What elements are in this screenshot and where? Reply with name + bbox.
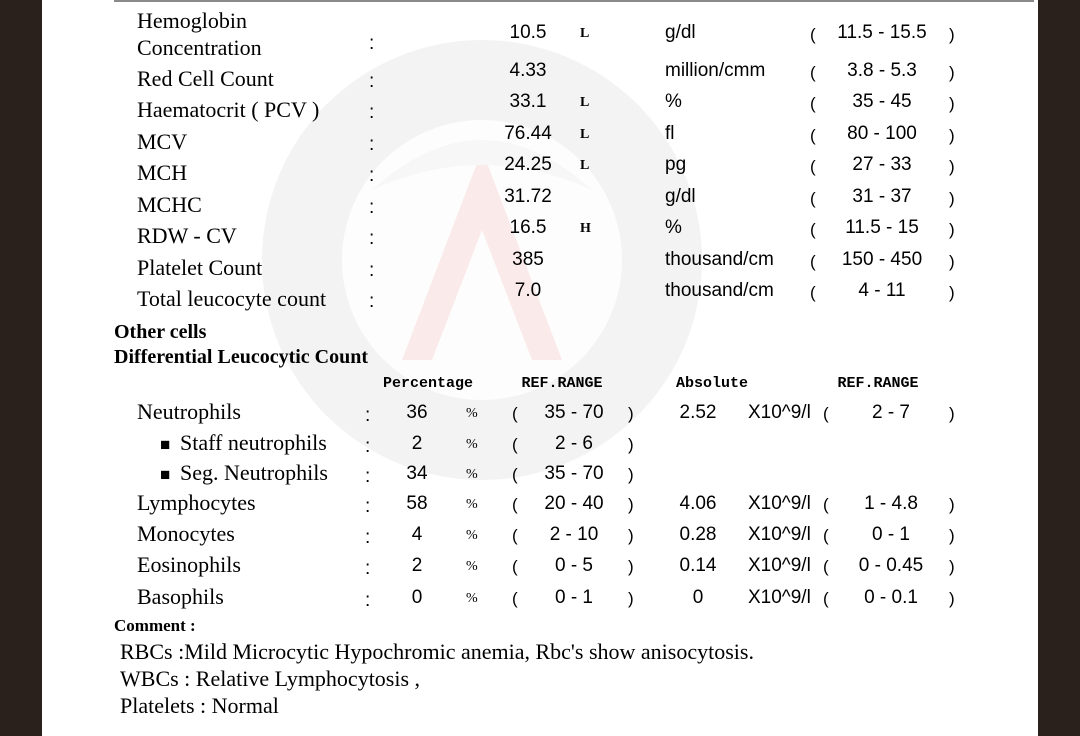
colon-separator: : [365, 405, 371, 426]
abnormal-flag: L [580, 26, 590, 41]
range-open-paren: ( [810, 126, 816, 145]
range-open-paren: ( [512, 589, 518, 608]
colon-separator: : [365, 527, 371, 548]
colon-separator: : [365, 466, 371, 487]
abs-close-paren: ) [949, 557, 955, 576]
colon-separator: : [369, 260, 375, 281]
absolute-value: 0.14 [679, 555, 717, 576]
reference-range: 31 - 37 [852, 186, 912, 207]
abs-close-paren: ) [949, 495, 955, 514]
range-open-paren: ( [512, 404, 518, 423]
test-unit: pg [665, 154, 687, 175]
range-close-paren: ) [949, 157, 955, 176]
range-open-paren: ( [512, 557, 518, 576]
absolute-range: 0 - 0.45 [858, 555, 924, 576]
percent-sign: % [466, 467, 478, 482]
colon-separator: : [369, 291, 375, 312]
lab-logo-watermark [252, 30, 712, 490]
absolute-range: 0 - 1 [871, 524, 911, 545]
cell-name: Lymphocytes [137, 490, 256, 515]
test-unit: g/dl [665, 186, 696, 207]
test-value: 385 [512, 249, 544, 270]
percent-sign: % [466, 528, 478, 543]
colon-separator: : [369, 165, 375, 186]
colon-separator: : [365, 496, 371, 517]
range-close-paren: ) [628, 526, 634, 545]
test-unit: fl [665, 123, 675, 144]
percent-sign: % [466, 559, 478, 574]
cell-name: Neutrophils [137, 399, 241, 424]
absolute-range: 1 - 4.8 [864, 493, 918, 514]
cell-name: Seg. Neutrophils [180, 460, 328, 485]
percentage-range: 2 - 6 [554, 433, 594, 454]
abnormal-flag: H [580, 221, 591, 236]
range-open-paren: ( [512, 435, 518, 454]
test-name: MCV [137, 129, 188, 154]
comment-line-rbc: RBCs :Mild Microcytic Hypochromic anemia, Rbc's show anisocytosis. [120, 639, 754, 664]
abs-open-paren: ( [823, 526, 829, 545]
cell-name: Eosinophils [137, 552, 241, 577]
range-open-paren: ( [810, 189, 816, 208]
test-value: 7.0 [514, 280, 542, 301]
comment-line-platelets: Platelets : Normal [120, 693, 279, 718]
test-value: 4.33 [509, 60, 547, 81]
range-close-paren: ) [949, 283, 955, 302]
absolute-unit: X10^9/l [748, 493, 811, 514]
colon-separator: : [365, 590, 371, 611]
top-divider [114, 0, 1034, 2]
ref-range-header: REF.RANGE [521, 375, 603, 392]
percent-sign: % [466, 406, 478, 421]
test-value: 16.5 [509, 217, 547, 238]
range-close-paren: ) [949, 25, 955, 44]
viewer-frame-right [1038, 0, 1080, 736]
viewer-frame-left [0, 0, 42, 736]
cell-name: Monocytes [137, 521, 235, 546]
range-open-paren: ( [810, 63, 816, 82]
bullet-icon: ■ [160, 435, 171, 454]
percentage-value: 2 [411, 555, 423, 576]
abs-open-paren: ( [823, 589, 829, 608]
test-unit: thousand/cm [665, 249, 774, 270]
colon-separator: : [369, 134, 375, 155]
percentage-range: 2 - 10 [549, 524, 599, 545]
percent-sign: % [466, 591, 478, 606]
range-close-paren: ) [949, 126, 955, 145]
range-open-paren: ( [512, 465, 518, 484]
other-cells-heading: Other cells [114, 321, 207, 343]
absolute-value: 0 [692, 587, 704, 608]
reference-range: 4 - 11 [858, 280, 906, 301]
reference-range: 35 - 45 [852, 91, 912, 112]
test-unit: thousand/cm [665, 280, 774, 301]
range-open-paren: ( [810, 157, 816, 176]
colon-separator: : [369, 33, 375, 54]
absolute-range: 2 - 7 [871, 402, 911, 423]
test-name: Total leucocyte count [137, 286, 327, 311]
reference-range: 27 - 33 [852, 154, 912, 175]
reference-range: 80 - 100 [847, 123, 917, 144]
test-value: 33.1 [509, 91, 547, 112]
absolute-unit: X10^9/l [748, 402, 811, 423]
range-close-paren: ) [628, 495, 634, 514]
absolute-unit: X10^9/l [748, 555, 811, 576]
differential-heading: Differential Leucocytic Count [114, 346, 369, 368]
colon-separator: : [369, 228, 375, 249]
range-close-paren: ) [949, 220, 955, 239]
percentage-range: 0 - 1 [554, 587, 594, 608]
range-close-paren: ) [949, 252, 955, 271]
test-name: Red Cell Count [137, 66, 274, 91]
range-open-paren: ( [512, 495, 518, 514]
test-unit: % [665, 217, 682, 238]
bullet-icon: ■ [160, 465, 171, 484]
absolute-unit: X10^9/l [748, 524, 811, 545]
abs-open-paren: ( [823, 404, 829, 423]
abnormal-flag: L [580, 158, 590, 173]
comment-label: Comment : [114, 616, 196, 635]
abs-open-paren: ( [823, 495, 829, 514]
test-name-line1: Hemoglobin [137, 8, 247, 33]
range-close-paren: ) [628, 465, 634, 484]
absolute-value: 4.06 [679, 493, 717, 514]
colon-separator: : [369, 197, 375, 218]
cell-name: Staff neutrophils [180, 430, 327, 455]
absolute-header: Absolute [675, 375, 749, 392]
range-close-paren: ) [628, 435, 634, 454]
percentage-range: 35 - 70 [544, 463, 604, 484]
percent-sign: % [466, 437, 478, 452]
abs-close-paren: ) [949, 526, 955, 545]
range-close-paren: ) [628, 557, 634, 576]
abnormal-flag: L [580, 127, 590, 142]
reference-range: 3.8 - 5.3 [847, 60, 917, 81]
reference-range: 11.5 - 15 [845, 217, 919, 238]
abs-close-paren: ) [949, 404, 955, 423]
test-name: Platelet Count [137, 255, 263, 280]
range-close-paren: ) [949, 63, 955, 82]
range-open-paren: ( [810, 220, 816, 239]
colon-separator: : [369, 102, 375, 123]
colon-separator: : [365, 436, 371, 457]
percentage-value: 4 [411, 524, 423, 545]
test-value: 31.72 [504, 186, 552, 207]
absolute-unit: X10^9/l [748, 587, 811, 608]
percentage-value: 58 [406, 493, 428, 514]
test-name: MCH [137, 160, 188, 185]
range-close-paren: ) [628, 589, 634, 608]
absolute-value: 2.52 [679, 402, 717, 423]
test-name: MCHC [137, 192, 202, 217]
absolute-range: 0 - 0.1 [864, 587, 918, 608]
range-open-paren: ( [512, 526, 518, 545]
range-close-paren: ) [628, 404, 634, 423]
range-open-paren: ( [810, 25, 816, 44]
report-page [42, 0, 1038, 736]
range-open-paren: ( [810, 94, 816, 113]
reference-range: 11.5 - 15.5 [837, 22, 927, 43]
test-name-line2: Concentration [137, 35, 262, 60]
colon-separator: : [369, 71, 375, 92]
abs-open-paren: ( [823, 557, 829, 576]
abs-close-paren: ) [949, 589, 955, 608]
colon-separator: : [365, 558, 371, 579]
test-name: Haematocrit ( PCV ) [137, 97, 320, 122]
percent-sign: % [466, 497, 478, 512]
percentage-range: 0 - 5 [554, 555, 594, 576]
test-unit: million/cmm [665, 60, 766, 81]
percentage-value: 34 [406, 463, 428, 484]
test-name: RDW - CV [137, 223, 237, 248]
percentage-range: 20 - 40 [544, 493, 604, 514]
reference-range: 150 - 450 [841, 249, 923, 270]
percentage-value: 2 [411, 433, 423, 454]
abnormal-flag: L [580, 95, 590, 110]
range-close-paren: ) [949, 189, 955, 208]
percentage-header: Percentage [382, 375, 474, 392]
absolute-value: 0.28 [679, 524, 717, 545]
range-close-paren: ) [949, 94, 955, 113]
test-unit: % [665, 91, 682, 112]
cell-name: Basophils [137, 584, 224, 609]
range-open-paren: ( [810, 283, 816, 302]
comment-line-wbc: WBCs : Relative Lymphocytosis , [120, 666, 421, 691]
abs-ref-range-header: REF.RANGE [837, 375, 919, 392]
test-value: 76.44 [504, 123, 552, 144]
test-value: 10.5 [509, 22, 547, 43]
percentage-value: 36 [406, 402, 428, 423]
test-value: 24.25 [504, 154, 552, 175]
test-unit: g/dl [665, 22, 696, 43]
range-open-paren: ( [810, 252, 816, 271]
percentage-range: 35 - 70 [544, 402, 604, 423]
percentage-value: 0 [411, 587, 423, 608]
